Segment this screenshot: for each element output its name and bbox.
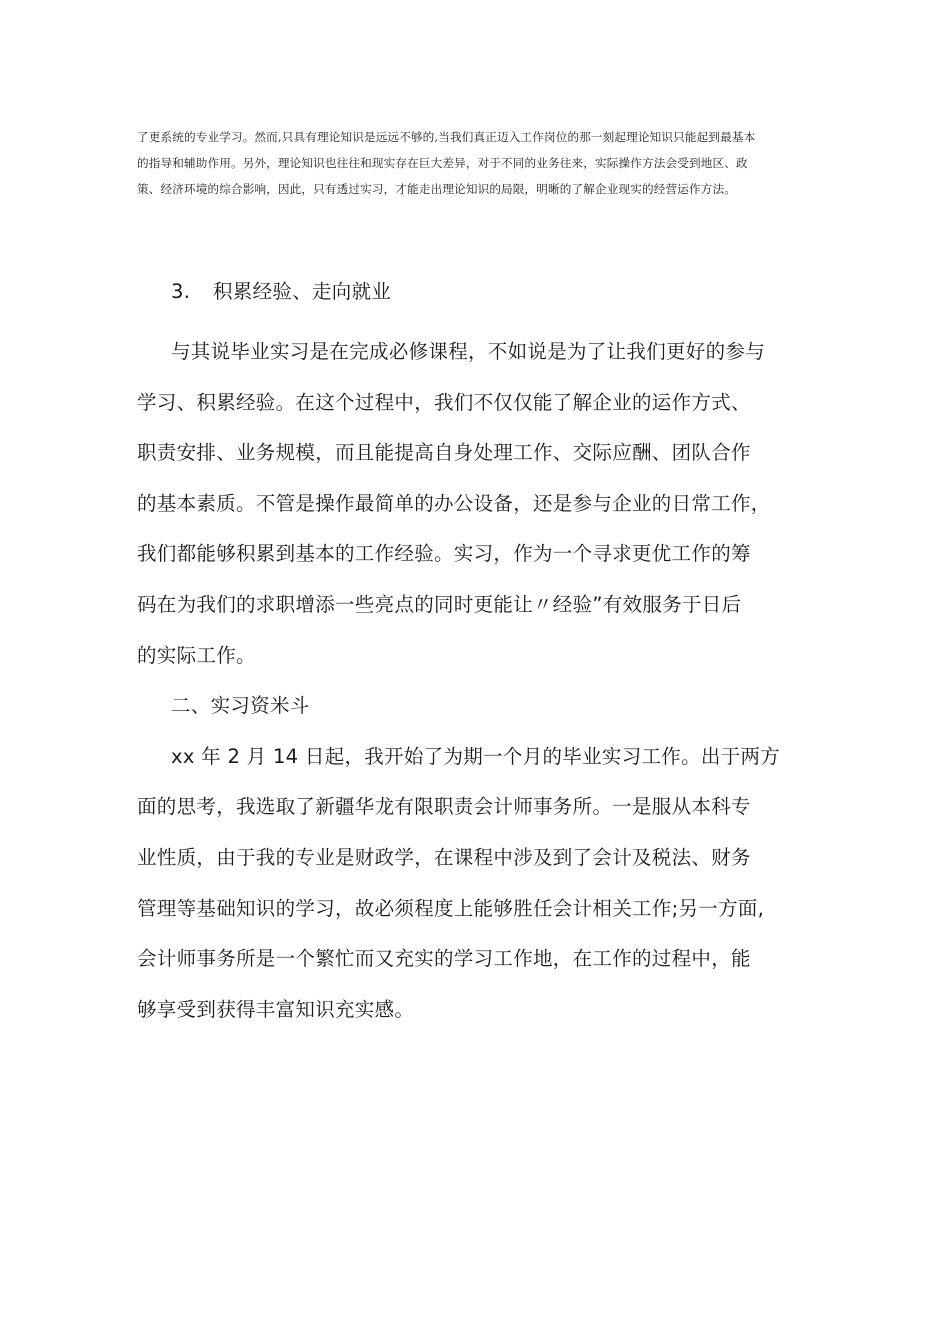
- section-2-line-2: 面的思考，我选取了新疆华龙有限职责会计师事务所。一是服从本科专: [137, 795, 751, 819]
- section-3-line-7: 的实际工作。: [137, 643, 256, 667]
- section-2-line-3: 业性质，由于我的专业是财政学，在课程中涉及到了会计及税法、财务: [137, 845, 751, 869]
- section-3-line-5: 我们都能够积累到基本的工作经验。实习，作为一个寻求更优工作的筹: [137, 542, 751, 566]
- section-2-heading: 二、实习资米斗: [171, 694, 310, 718]
- section-2-line-6: 够享受到获得丰富知识充实感。: [137, 997, 415, 1021]
- intro-paragraph: [137, 124, 827, 202]
- section-3-number: 3.: [171, 280, 191, 303]
- section-2-line-4: 管理等基础知识的学习，故必须程度上能够胜任会计相关工作;另一方面,: [137, 896, 765, 920]
- intro-line-1: 了更系统的专业学习。然而,只具有理论知识是远远不够的,当我们真正迈入工作岗位的那一刻起理论知识只能起到最基本: [137, 130, 756, 144]
- section-3-title: 积累经验、走向就业: [213, 280, 392, 303]
- intro-line-2: 的指导和辅助作用。另外，理论知识也往往和现实存在巨大差异，对于不同的业务往来，实际操作方法会受到地区、政: [137, 156, 748, 170]
- section-3-line-1: 与其说毕业实习是在完成必修课程，不如说是为了让我们更好的参与: [171, 340, 766, 363]
- section-3-line-3: 职责安排、业务规模，而且能提高自身处理工作、交际应酬、团队合作: [137, 441, 751, 465]
- section-2-line-1: xx 年 2 月 14 日起，我开始了为期一个月的毕业实习工作。出于两方: [171, 744, 781, 768]
- section-2-paragraph: [137, 739, 827, 1043]
- main-content: [137, 274, 827, 1042]
- section-3-paragraph: [137, 334, 827, 688]
- section-3-line-4: 的基本素质。不管是操作最简单的办公设备，还是参与企业的日常工作，: [137, 491, 771, 515]
- section-3-heading: [137, 274, 827, 334]
- section-3-line-6: 码在为我们的求职增添一些亮点的同时更能让〃经验”有效服务于日后: [137, 592, 742, 616]
- section-2-line-5: 会计师事务所是一个繁忙而又充实的学习工作地，在工作的过程中，能: [137, 947, 751, 971]
- intro-line-3: 策、经济环境的综合影响，因此，只有透过实习，才能走出理论知识的局限，明晰的了解企业现实的经营运作方法。: [137, 182, 736, 196]
- section-3-line-2: 学习、积累经验。在这个过程中，我们不仅仅能了解企业的运作方式、: [137, 390, 751, 414]
